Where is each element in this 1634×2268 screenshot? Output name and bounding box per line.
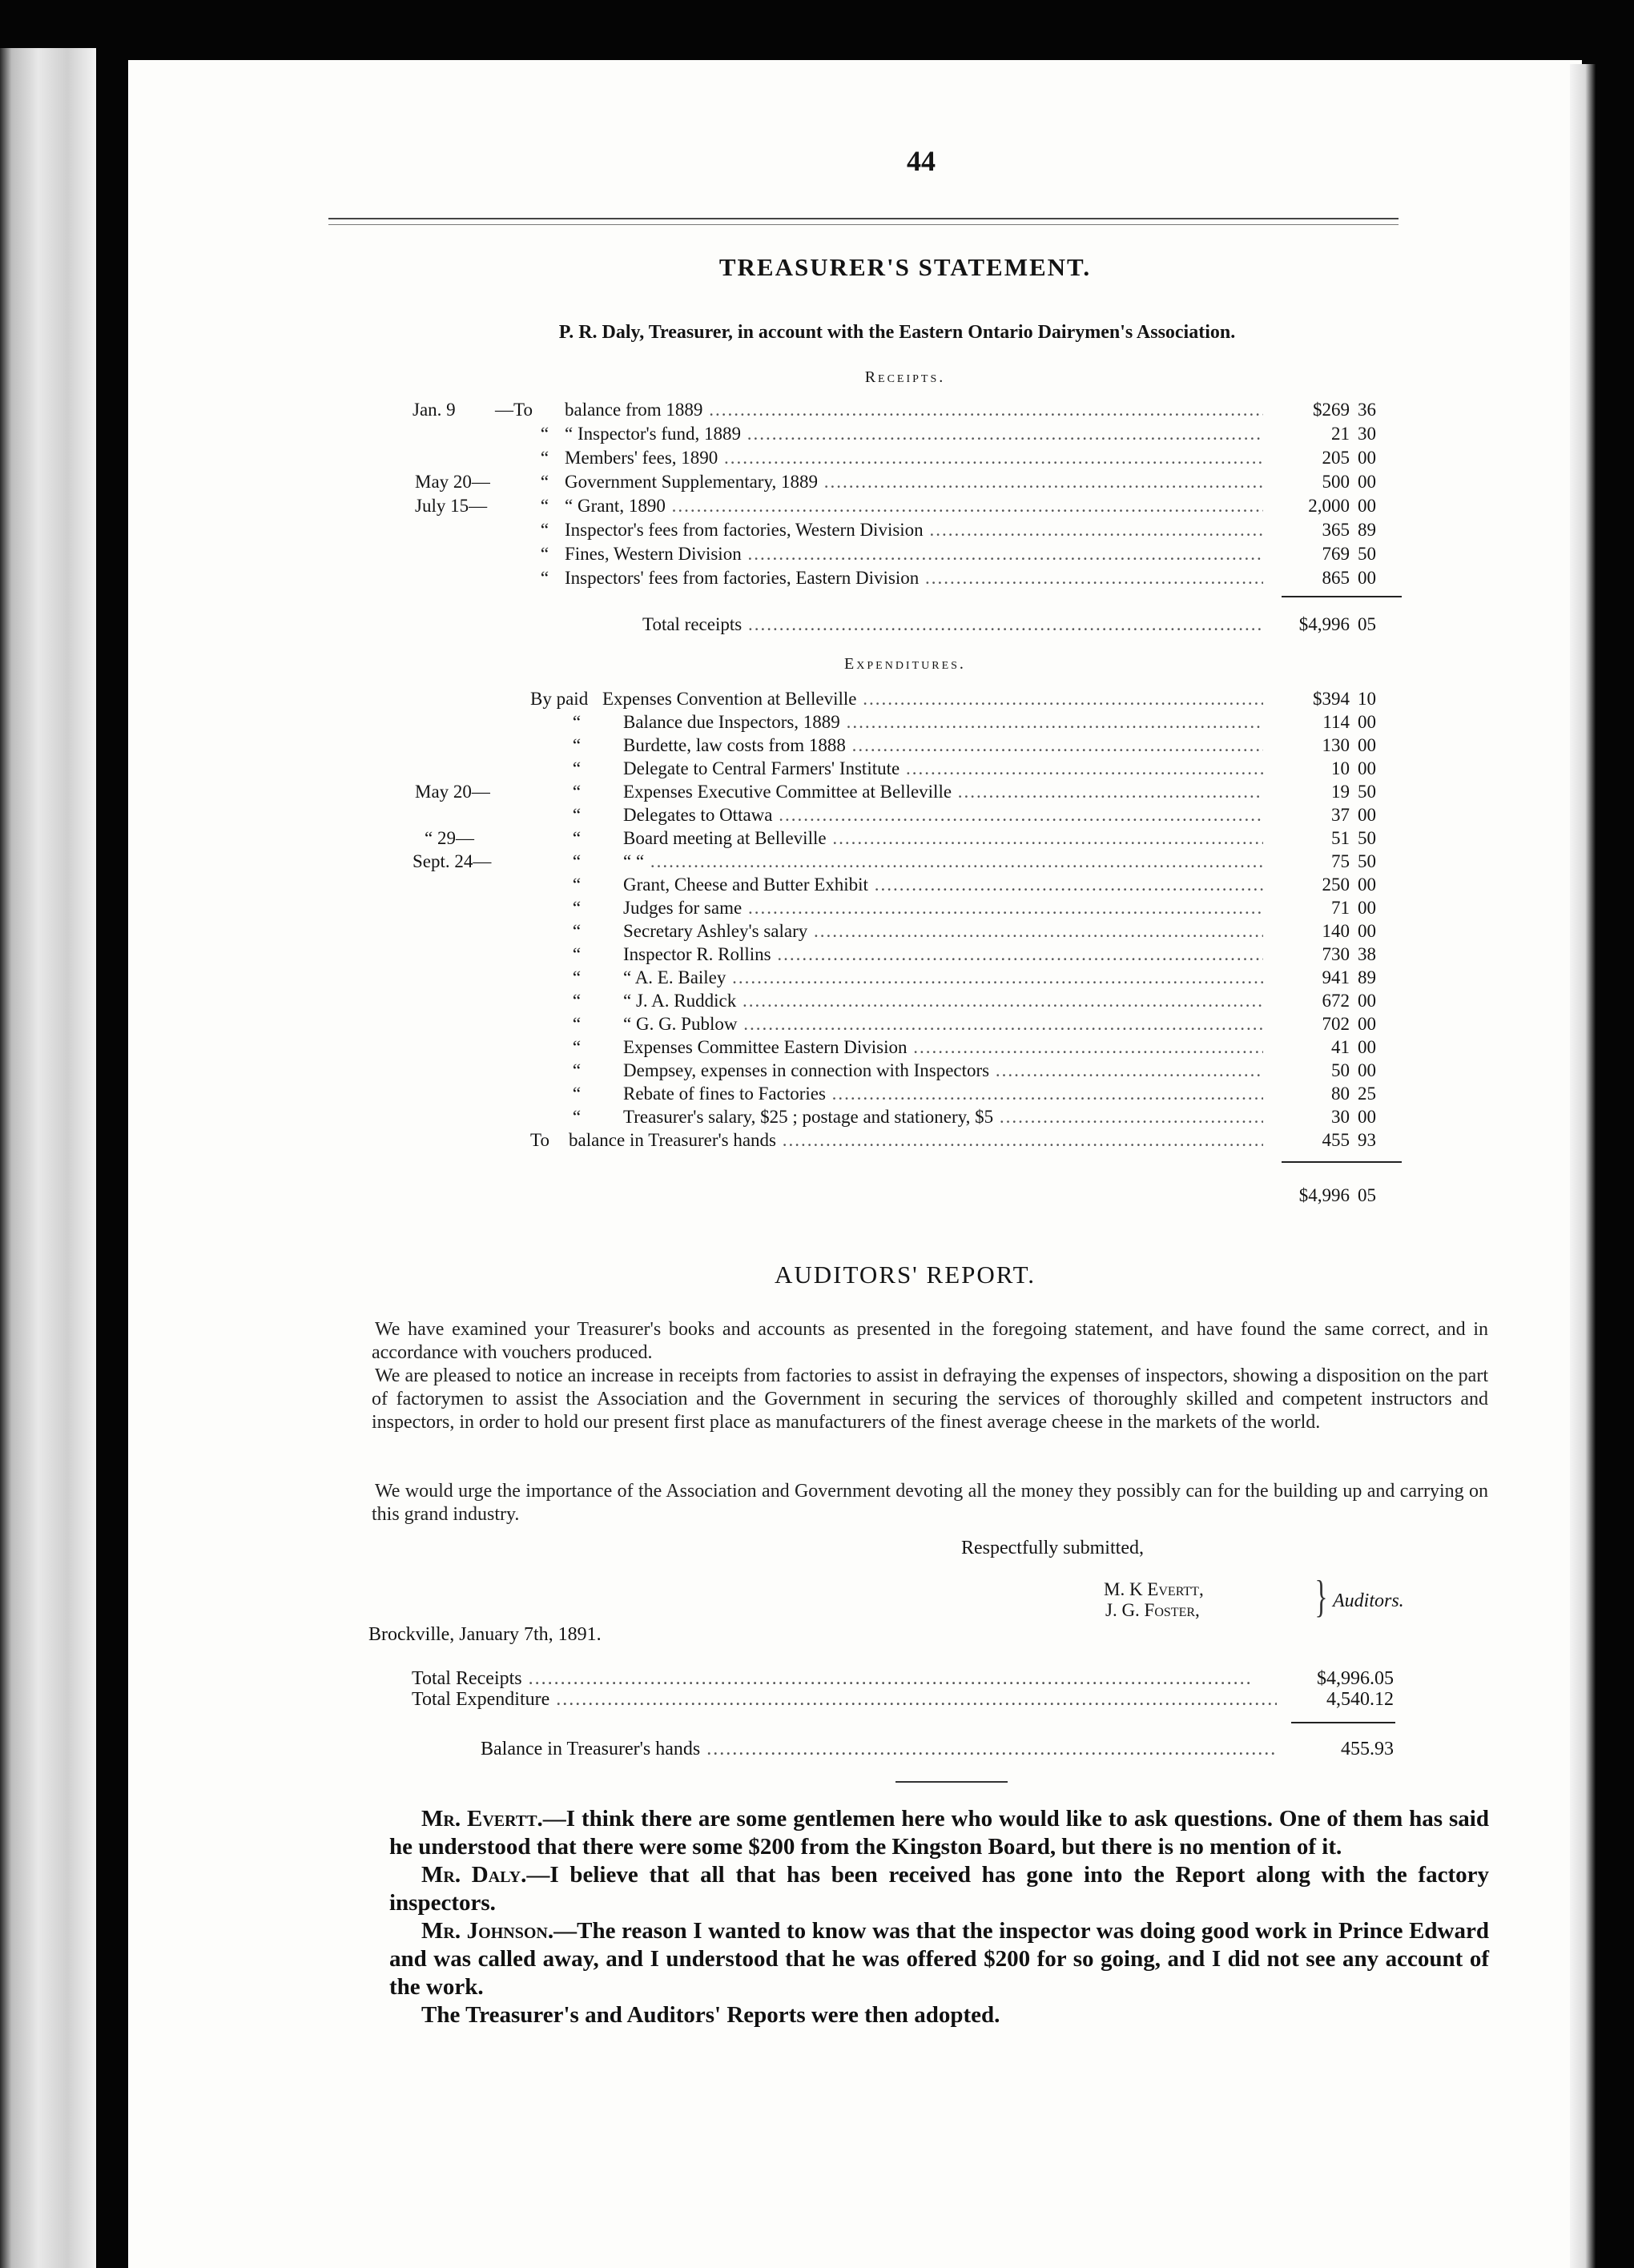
discussion-entry bbox=[389, 1861, 1489, 1917]
auditors-report-title: AUDITORS' REPORT. bbox=[775, 1261, 1036, 1289]
receipts-heading: Receipts. bbox=[864, 368, 946, 386]
receipts-total-row bbox=[0, 613, 1634, 637]
row-prefix: By paid bbox=[530, 689, 589, 709]
row-description: balance from 1889 ..... bbox=[565, 398, 1263, 422]
row-cents: 00 bbox=[1358, 898, 1376, 918]
header-rule bbox=[328, 218, 1399, 219]
row-prefix: “ bbox=[572, 758, 582, 778]
row-prefix: “ bbox=[572, 828, 582, 848]
row-dollars: 10 bbox=[1331, 758, 1350, 778]
row-cents: 50 bbox=[1358, 544, 1376, 564]
row-description: Burdette, law costs from 1888 ..... bbox=[623, 734, 1263, 758]
row-prefix: “ bbox=[572, 1060, 582, 1080]
row-dollars: 365 bbox=[1322, 520, 1350, 540]
row-cents: 00 bbox=[1358, 568, 1376, 588]
paragraph-text: We have examined your Treasurer's books and accounts as presented in the foregoing statement, and have found the same correct, and in accordance with vouchers produced. bbox=[372, 1319, 1488, 1363]
header-rule-thin bbox=[328, 224, 1399, 225]
expenditure-row bbox=[0, 826, 1634, 850]
row-date: “ 29— bbox=[425, 828, 474, 848]
total-receipts-cents: 05 bbox=[1358, 614, 1376, 634]
row-prefix: “ bbox=[572, 898, 582, 918]
summary-receipts-row bbox=[0, 1667, 1634, 1690]
row-prefix: —To bbox=[495, 400, 533, 420]
row-description: “ J. A. Ruddick ..... bbox=[623, 989, 1263, 1013]
row-cents: 50 bbox=[1358, 851, 1376, 871]
row-prefix: “ bbox=[572, 1107, 582, 1127]
row-cents: 00 bbox=[1358, 472, 1376, 492]
speaker: Mr. Johnson. bbox=[421, 1918, 554, 1944]
section-divider bbox=[895, 1781, 1008, 1783]
row-cents: 50 bbox=[1358, 782, 1376, 802]
summary-sum-rule bbox=[1291, 1722, 1395, 1723]
row-dollars: 769 bbox=[1322, 544, 1350, 564]
row-dollars: 941 bbox=[1322, 967, 1350, 987]
row-dollars: 250 bbox=[1322, 875, 1350, 895]
row-cents: 00 bbox=[1358, 758, 1376, 778]
row-dollars: 205 bbox=[1322, 448, 1350, 468]
row-dollars: $269 bbox=[1313, 400, 1350, 420]
receipt-row bbox=[0, 542, 1634, 566]
row-description: Dempsey, expenses in connection with Inspectors ..... bbox=[623, 1059, 1263, 1083]
row-dollars: 130 bbox=[1322, 735, 1350, 755]
row-cents: 25 bbox=[1358, 1084, 1376, 1104]
row-dollars: 2,000 bbox=[1308, 496, 1350, 516]
expenditure-row bbox=[0, 1035, 1634, 1060]
total-receipts-dollars: $4,996 bbox=[1298, 614, 1350, 634]
row-dollars: 41 bbox=[1331, 1037, 1350, 1057]
row-prefix: “ bbox=[540, 496, 549, 516]
row-dollars: $394 bbox=[1313, 689, 1350, 709]
row-description: Expenses Executive Committee at Belleville ..... bbox=[623, 780, 1263, 804]
row-prefix: “ bbox=[572, 805, 582, 825]
row-date: Jan. 9 bbox=[413, 400, 456, 420]
paragraph-text: We are pleased to notice an increase in receipts from factories to assist in defraying the expenses of inspectors, showing a disposition on the part of factorymen to assist the Association and the Government in securing the services of thoroughly skilled and competent instructors and inspectors, in order to hold our present first place as manufacturers of the finest average cheese in the markets of the world. bbox=[372, 1365, 1488, 1433]
row-description: Fines, Western Division ..... bbox=[565, 542, 1263, 566]
speaker: Mr. Daly. bbox=[421, 1862, 527, 1888]
row-dollars: 500 bbox=[1322, 472, 1350, 492]
row-date: May 20— bbox=[415, 782, 490, 802]
row-cents: 00 bbox=[1358, 805, 1376, 825]
expenditure-row bbox=[0, 734, 1634, 758]
summary-amount: 4,540.12 bbox=[1326, 1689, 1394, 1710]
receipt-row bbox=[0, 398, 1634, 422]
speaker: Mr. Evertt. bbox=[421, 1806, 543, 1832]
row-dollars: 140 bbox=[1322, 921, 1350, 941]
row-cents: 38 bbox=[1358, 944, 1376, 964]
row-prefix: “ bbox=[572, 921, 582, 941]
expenditure-row bbox=[0, 989, 1634, 1013]
row-cents: 00 bbox=[1358, 712, 1376, 732]
row-description: Grant, Cheese and Butter Exhibit ..... bbox=[623, 873, 1263, 897]
row-date: May 20— bbox=[415, 472, 490, 492]
row-dollars: 455 bbox=[1322, 1130, 1350, 1150]
paragraph-text: We would urge the importance of the Association and Government devoting all the money they possibly can for the building up and carrying on this grand industry. bbox=[372, 1481, 1488, 1525]
discussion bbox=[389, 1805, 1489, 2029]
row-prefix: “ bbox=[540, 424, 549, 444]
row-prefix: “ bbox=[572, 1037, 582, 1057]
row-description: “ Inspector's fund, 1889 ..... bbox=[565, 422, 1263, 446]
expenditure-row bbox=[0, 943, 1634, 967]
receipt-row bbox=[0, 446, 1634, 470]
page-edge bbox=[1570, 64, 1596, 2268]
row-dollars: 672 bbox=[1322, 991, 1350, 1011]
row-description: “ G. G. Publow ..... bbox=[623, 1012, 1263, 1036]
statement-title: TREASURER'S STATEMENT. bbox=[718, 253, 1092, 281]
row-cents: 00 bbox=[1358, 991, 1376, 1011]
place-date: Brockville, January 7th, 1891. bbox=[368, 1624, 602, 1645]
row-cents: 00 bbox=[1358, 921, 1376, 941]
expenditure-row bbox=[0, 780, 1634, 804]
row-dollars: 80 bbox=[1331, 1084, 1350, 1104]
expenditure-row bbox=[0, 1012, 1634, 1036]
row-cents: 89 bbox=[1358, 520, 1376, 540]
row-dollars: 730 bbox=[1322, 944, 1350, 964]
row-prefix: “ bbox=[540, 544, 549, 564]
expenditures-total-row bbox=[0, 1184, 1634, 1208]
closing-line: The Treasurer's and Auditors' Reports were then adopted. bbox=[421, 2002, 1000, 2028]
row-dollars: 702 bbox=[1322, 1014, 1350, 1034]
expenditure-row bbox=[0, 966, 1634, 990]
row-description: Expenses Convention at Belleville ..... bbox=[602, 687, 1263, 711]
speech: —The reason I wanted to know was that the inspector was doing good work in Prince Edward and was called away, and I understood that he was offered $200 for so going, and I did not see any account of the work. bbox=[389, 1918, 1489, 2000]
row-cents: 00 bbox=[1358, 1107, 1376, 1127]
expenditure-row bbox=[0, 803, 1634, 827]
row-description: Rebate of fines to Factories ..... bbox=[623, 1082, 1263, 1106]
auditors-paragraph-3 bbox=[372, 1480, 1488, 1526]
discussion-entry bbox=[389, 1917, 1489, 2001]
signatory-role: Auditors. bbox=[1333, 1590, 1404, 1611]
row-description: Government Supplementary, 1889 ..... bbox=[565, 470, 1263, 494]
auditors-paragraph-1 bbox=[372, 1318, 1488, 1365]
row-prefix: “ bbox=[572, 1084, 582, 1104]
row-cents: 00 bbox=[1358, 875, 1376, 895]
receipt-row bbox=[0, 470, 1634, 494]
row-prefix: “ bbox=[572, 712, 582, 732]
row-prefix: “ bbox=[572, 1014, 582, 1034]
expenditure-row bbox=[0, 896, 1634, 920]
row-description: Balance due Inspectors, 1889 ..... bbox=[623, 710, 1263, 734]
balance-amount: 455.93 bbox=[1341, 1739, 1394, 1759]
row-description: Board meeting at Belleville ..... bbox=[623, 826, 1263, 850]
row-cents: 00 bbox=[1358, 1060, 1376, 1080]
row-description: Delegate to Central Farmers' Institute ..... bbox=[623, 757, 1263, 781]
row-dollars: 114 bbox=[1322, 712, 1350, 732]
row-prefix: “ bbox=[572, 944, 582, 964]
expenditure-row bbox=[0, 687, 1634, 711]
row-cents: 00 bbox=[1358, 1014, 1376, 1034]
row-prefix: “ bbox=[572, 782, 582, 802]
row-cents: 89 bbox=[1358, 967, 1376, 987]
row-description: Treasurer's salary, $25 ; postage and stationery, $5 ..... bbox=[623, 1105, 1263, 1129]
row-dollars: 51 bbox=[1331, 828, 1350, 848]
row-dollars: 71 bbox=[1331, 898, 1350, 918]
expenditure-row bbox=[0, 1059, 1634, 1083]
signatory-1: M. K Evertt, bbox=[1104, 1579, 1204, 1599]
row-description: “ A. E. Bailey ..... bbox=[623, 966, 1263, 990]
row-cents: 00 bbox=[1358, 448, 1376, 468]
row-cents: 30 bbox=[1358, 424, 1376, 444]
row-prefix: “ bbox=[572, 991, 582, 1011]
expenditures-sum-rule bbox=[1282, 1161, 1402, 1163]
receipt-row bbox=[0, 494, 1634, 518]
row-cents: 00 bbox=[1358, 735, 1376, 755]
row-dollars: 865 bbox=[1322, 568, 1350, 588]
row-prefix: “ bbox=[540, 568, 549, 588]
auditors-paragraph-2 bbox=[372, 1365, 1488, 1434]
row-description: balance in Treasurer's hands ..... bbox=[569, 1128, 1263, 1152]
expenditure-row bbox=[0, 1128, 1634, 1152]
summary-label: Total Receipts ..... bbox=[412, 1667, 1277, 1690]
row-description: Inspectors' fees from factories, Eastern Division ..... bbox=[565, 566, 1263, 590]
expenditure-row bbox=[0, 710, 1634, 734]
total-receipts-label: Total receipts ..... bbox=[642, 613, 1263, 637]
row-prefix: “ bbox=[540, 448, 549, 468]
expenditure-row bbox=[0, 1082, 1634, 1106]
row-description: Secretary Ashley's salary ..... bbox=[623, 919, 1263, 943]
signoff: Respectfully submitted, bbox=[961, 1538, 1144, 1558]
summary-expenditure-row bbox=[0, 1688, 1634, 1711]
row-dollars: 30 bbox=[1331, 1107, 1350, 1127]
row-description: Inspector R. Rollins ..... bbox=[623, 943, 1263, 967]
page-number: 44 bbox=[907, 145, 936, 177]
row-date: July 15— bbox=[415, 496, 488, 516]
row-cents: 10 bbox=[1358, 689, 1376, 709]
row-description: “ “ ..... bbox=[623, 850, 1263, 874]
row-date: Sept. 24— bbox=[413, 851, 492, 871]
row-description: Expenses Committee Eastern Division ..... bbox=[623, 1035, 1263, 1060]
row-dollars: 75 bbox=[1331, 851, 1350, 871]
discussion-entry bbox=[389, 1805, 1489, 1861]
total-expenditures-dollars: $4,996 bbox=[1298, 1185, 1350, 1205]
row-cents: 93 bbox=[1358, 1130, 1376, 1150]
row-description: Members' fees, 1890 ..... bbox=[565, 446, 1263, 470]
statement-subtitle: P. R. Daly, Treasurer, in account with the Eastern Ontario Dairymen's Association. bbox=[558, 322, 1236, 343]
expenditure-row bbox=[0, 873, 1634, 897]
row-description: “ Grant, 1890 ..... bbox=[565, 494, 1263, 518]
receipt-row bbox=[0, 566, 1634, 590]
receipt-row bbox=[0, 422, 1634, 446]
speech: —I think there are some gentlemen here who would like to ask questions. One of them has said he understood that there were some $200 from the Kingston Board, but there is no mention of it. bbox=[389, 1806, 1489, 1860]
balance-label: Balance in Treasurer's hands ..... bbox=[481, 1738, 1277, 1760]
expenditure-row bbox=[0, 850, 1634, 874]
row-cents: 50 bbox=[1358, 828, 1376, 848]
row-prefix: “ bbox=[572, 851, 582, 871]
summary-amount: $4,996.05 bbox=[1317, 1668, 1394, 1689]
row-dollars: 21 bbox=[1331, 424, 1350, 444]
row-prefix: “ bbox=[540, 520, 549, 540]
speech: —I believe that all that has been received has gone into the Report along with the factory inspectors. bbox=[389, 1862, 1489, 1916]
row-description: Judges for same ..... bbox=[623, 896, 1263, 920]
row-prefix: “ bbox=[572, 967, 582, 987]
brace-glyph: } bbox=[1314, 1572, 1328, 1622]
row-cents: 36 bbox=[1358, 400, 1376, 420]
row-cents: 00 bbox=[1358, 1037, 1376, 1057]
expenditure-row bbox=[0, 919, 1634, 943]
expenditure-row bbox=[0, 1105, 1634, 1129]
total-expenditures-cents: 05 bbox=[1358, 1185, 1376, 1205]
row-dollars: 50 bbox=[1331, 1060, 1350, 1080]
expenditure-row bbox=[0, 757, 1634, 781]
book-spine bbox=[0, 48, 96, 2268]
row-cents: 00 bbox=[1358, 496, 1376, 516]
row-prefix: “ bbox=[572, 735, 582, 755]
row-dollars: 37 bbox=[1331, 805, 1350, 825]
row-prefix: “ bbox=[540, 472, 549, 492]
row-prefix: To bbox=[530, 1130, 549, 1150]
row-dollars: 19 bbox=[1331, 782, 1350, 802]
summary-label: Total Expenditure ..... bbox=[412, 1688, 1277, 1711]
receipts-sum-rule bbox=[1282, 596, 1402, 597]
receipt-row bbox=[0, 518, 1634, 542]
row-prefix: “ bbox=[572, 875, 582, 895]
signatory-2: J. G. Foster, bbox=[1105, 1600, 1200, 1620]
summary-balance-row bbox=[0, 1738, 1634, 1760]
row-description: Delegates to Ottawa ..... bbox=[623, 803, 1263, 827]
row-description: Inspector's fees from factories, Western Division ..... bbox=[565, 518, 1263, 542]
expenditures-heading: Expenditures. bbox=[844, 655, 966, 673]
